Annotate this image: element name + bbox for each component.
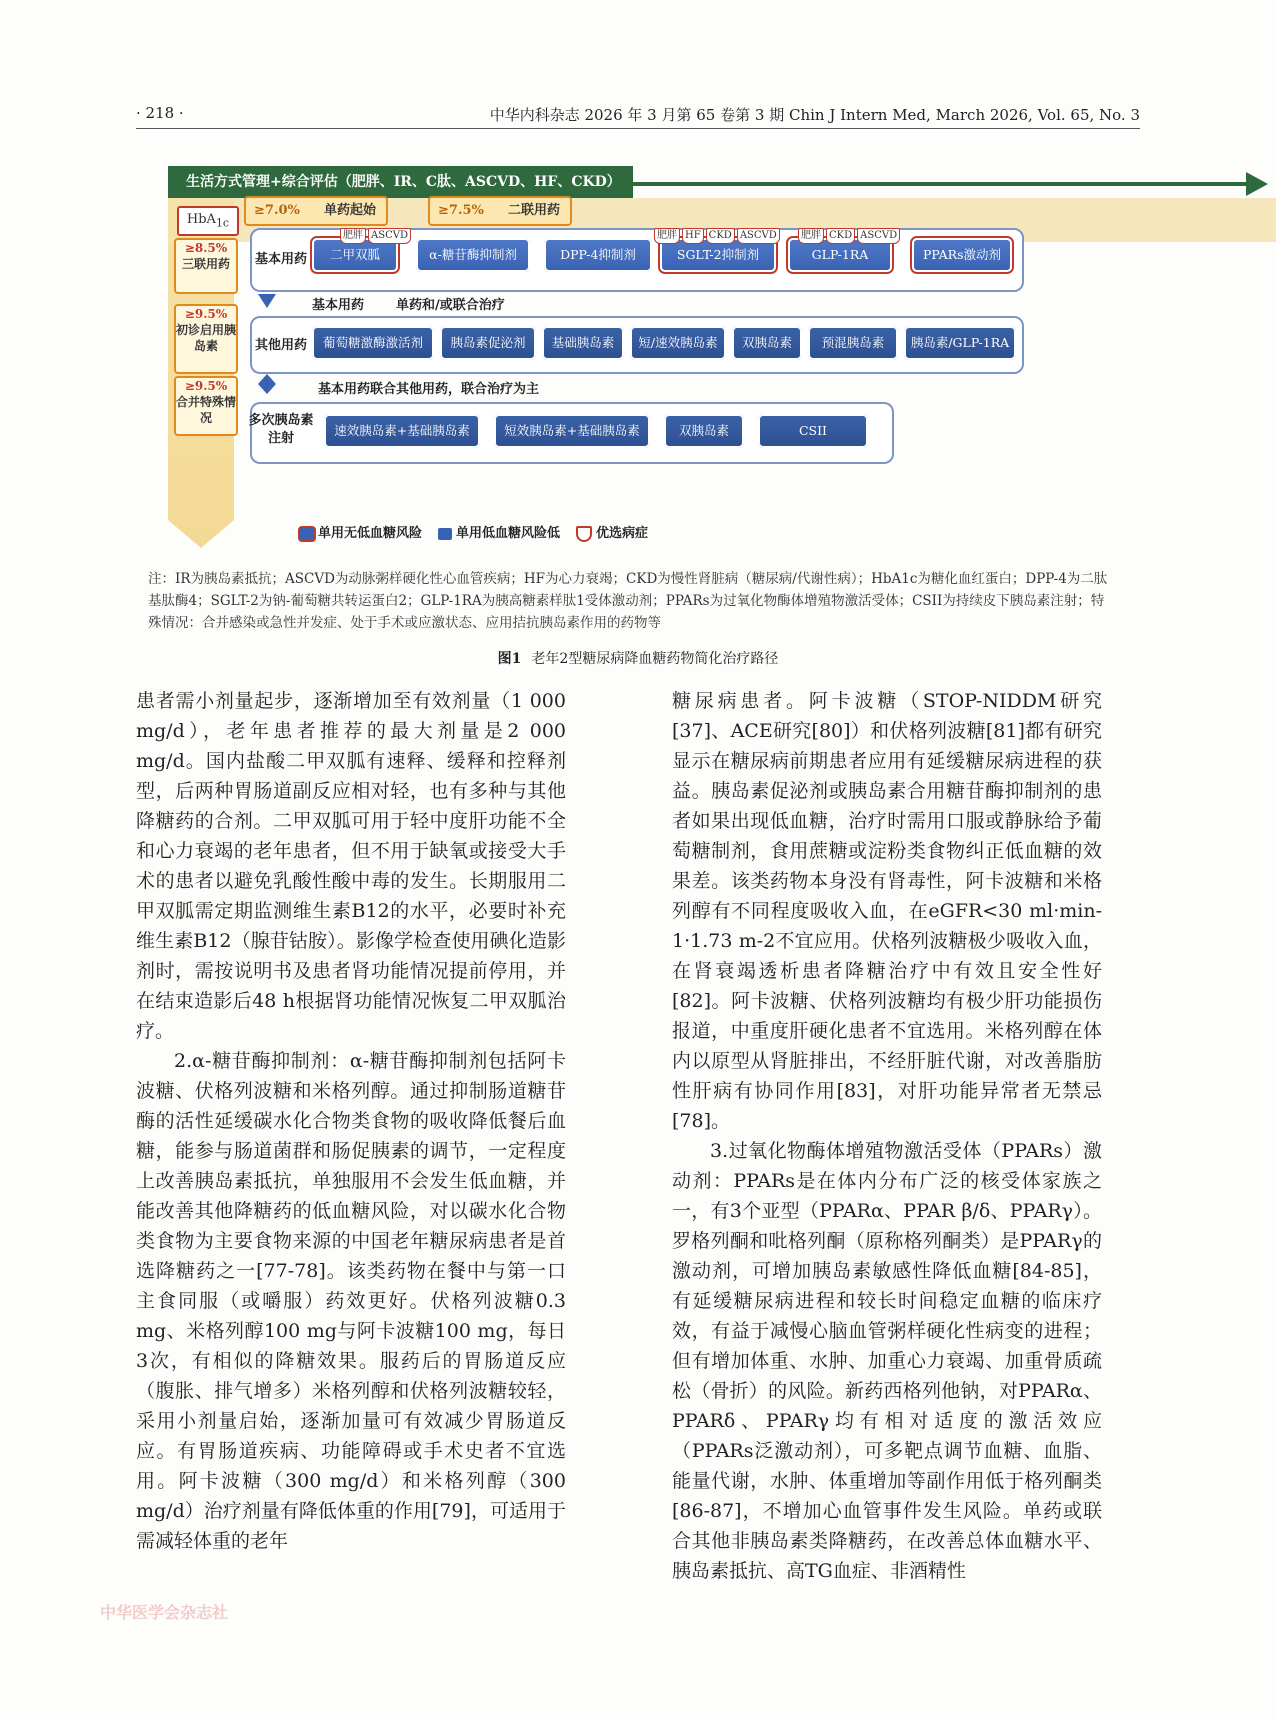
drug-gka: 葡萄糖激酶激活剂: [312, 326, 434, 360]
drug-short-basal: 短效胰岛素+基础胰岛素: [494, 414, 650, 448]
figure-legend: [300, 522, 648, 542]
drug-premixed-insulin: 预混胰岛素: [808, 326, 898, 360]
gap2-label: 基本用药联合其他用药，联合治疗为主: [318, 382, 540, 397]
tags-sglt2: 肥胖 HF CKD ASCVD: [654, 228, 780, 244]
drug-metformin: 二甲双胍: [312, 238, 398, 272]
paragraph: 2.α-糖苷酶抑制剂：α-糖苷酶抑制剂包括阿卡波糖、伏格列波糖和米格列醇。通过抑制肠道糖苷酶的活性延缓碳水化合物类食物的吸收降低餐后血糖，能参与肠道菌群和肠促胰素的调节，一定程度上改善胰岛素抵抗，单独服用不会发生低血糖，并能改善其他降糖药的低血糖风险，对以碳水化合物类食物为主要食物来源的中国老年糖尿病患者是首选降糖药之一[77-78]。该类药物在餐中与第一口主食同服（或嚼服）药效更好。伏格列波糖0.3 mg、米格列醇100 mg与阿卡波糖100 mg，每日3次，有相似的降糖效果。服药后的胃肠道反应（腹胀、排气增多）米格列醇和伏格列波糖较轻，采用小剂量启始，逐渐加量可有效减少胃肠道反应。有胃肠道疾病、功能障碍或手术史者不宜选用。阿卡波糖（300 mg/d）和米格列醇（300 mg/d）治疗剂量有降低体重的作用[79]，可适用于需减轻体重的老年: [136, 1050, 566, 1552]
page-number: · 218 ·: [136, 104, 184, 122]
figure-caption: 图1 老年2型糖尿病降血糖药物简化治疗路径: [497, 651, 779, 667]
drug-rapid-basal: 速效胰岛素+基础胰岛素: [324, 414, 480, 448]
drug-dual-insulin-2: 双胰岛素: [664, 414, 744, 448]
legend-swatch-blue: [438, 528, 452, 540]
tags-glp1: 肥胖 CKD ASCVD: [798, 228, 900, 244]
lifestyle-bar: 生活方式管理+综合评估（肥胖、IR、C肽、ASCVD、HF、CKD）: [168, 166, 633, 198]
arrow-up-icon: [258, 374, 276, 384]
legend-item-low-risk: 单用低血糖风险低: [438, 522, 560, 541]
paragraph: 3.过氧化物酶体增殖物激活受体（PPARs）激动剂：PPARs是在体内分布广泛的核受体家族之一，有3个亚型（PPARα、PPAR β/δ、PPARγ）。罗格列酮和吡格列酮（原称格列酮类）是PPARγ的激动剂，可增加胰岛素敏感性降低血糖[84-85]，有延缓糖尿病进程和较长时间稳定血糖的临床疗效，有益于减慢心脑血管粥样硬化性病变的进程；但有增加体重、水肿、加重心力衰竭、加重骨质疏松（骨折）的风险。新药西格列他钠，对PPARα、PPARδ、PPARγ均有相对适度的激活效应（PPARs泛激动剂），可多靶点调节血糖、血脂、能量代谢，水肿、体重增加等副作用低于格列酮类[86-87]，不增加心血管事件发生风险。单药或联合其他非胰岛素类降糖药，在改善总体血糖水平、胰岛素抵抗、高TG血症、非酒精性: [672, 1140, 1102, 1582]
drug-dual-insulin: 双胰岛素: [732, 326, 802, 360]
drug-agi: α-糖苷酶抑制剂: [416, 238, 530, 272]
treatment-pathway-figure: [160, 166, 1130, 552]
drug-rapid-insulin: 短/速效胰岛素: [630, 326, 726, 360]
arrow-down-icon: [258, 384, 276, 394]
arrow-down-icon: [258, 294, 276, 308]
legend-swatch-red: [300, 528, 314, 540]
drug-insulin-glp1: 胰岛素/GLP-1RA: [904, 326, 1016, 360]
drug-ppar: PPARs激动剂: [912, 238, 1012, 272]
drug-csii: CSII: [758, 414, 868, 448]
paragraph: 糖尿病患者。阿卡波糖（STOP-NIDDM研究[37]、ACE研究[80]）和伏格列波糖[81]都有研究显示在糖尿病前期患者应用有延缓糖尿病进程的获益。胰岛素促泌剂或胰岛素合用糖苷酶抑制剂的患者如果出现低血糖，治疗时需用口服或静脉给予葡萄糖制剂，食用蔗糖或淀粉类食物纠正低血糖的效果差。该类药物本身没有肾毒性，阿卡波糖和米格列醇有不同程度吸收入血，在eGFR<30 ml·min-1·1.73 m-2不宜应用。伏格列波糖极少吸收入血，在肾衰竭透析患者降糖治疗中有效且安全性好[82]。阿卡波糖、伏格列波糖均有极少肝功能损伤报道，中重度肝硬化患者不宜选用。米格列醇在体内以原型从肾脏排出，不经肝脏代谢，对改善脂肪性肝病有协同作用[83]，对肝功能异常者无禁忌[78]。: [672, 690, 1102, 1132]
drug-glp1: GLP-1RA: [788, 238, 892, 272]
paragraph: 患者需小剂量起步，逐渐增加至有效剂量（1 000 mg/d），老年患者推荐的最大剂量是2 000 mg/d。国内盐酸二甲双胍有速释、缓释和控释剂型，后两种胃肠道副反应相对轻，也有多种与其他降糖药的合剂。二甲双胍可用于轻中度肝功能不全和心力衰竭的老年患者，但不用于缺氧或接受大手术的患者以避免乳酸性酸中毒的发生。长期服用二甲双胍需定期监测维生素B12的水平，必要时补充维生素B12（腺苷钴胺）。影像学检查使用碘化造影剂时，需按说明书及患者肾功能情况提前停用，并在结束造影后48 h根据肾功能情况恢复二甲双胍治疗。: [136, 690, 566, 1042]
right-column: [672, 686, 1102, 1586]
drug-sglt2: SGLT-2抑制剂: [660, 238, 776, 272]
side-triple: ≥8.5% 三联用药: [174, 238, 238, 294]
drug-dpp4: DPP-4抑制剂: [544, 238, 652, 272]
multi-label: 多次胰岛素注射: [248, 413, 314, 446]
publisher-watermark: 中华医学会杂志社: [100, 1603, 229, 1622]
drug-secretagogue: 胰岛素促泌剂: [440, 326, 536, 360]
hba1c-label: HbA$_{1c}$: [177, 206, 239, 236]
basic-label: 基本用药: [254, 252, 307, 267]
stage-dual: ≥7.5% 二联用药: [428, 196, 572, 226]
header-rule: [136, 128, 1140, 129]
tags-metformin: 肥胖 ASCVD: [340, 228, 411, 244]
drug-basal-insulin: 基础胰岛素: [542, 326, 624, 360]
timeline-arrow: [630, 182, 1250, 186]
gap1-label-a: 基本用药: [312, 298, 365, 313]
side-special: ≥9.5% 合并特殊情况: [174, 376, 238, 436]
timeline-arrow-head: [1246, 172, 1268, 196]
figure-note: 注：IR为胰岛素抵抗；ASCVD为动脉粥样硬化性心血管疾病；HF为心力衰竭；CKD为慢性肾脏病（糖尿病/代谢性病）；HbA1c为糖化血红蛋白；DPP-4为二肽基肽酶4；SGLT-2为钠-葡萄糖共转运蛋白2；GLP-1RA为胰高糖素样肽1受体激动剂；PPARs为过氧化物酶体增殖物激活受体；CSII为持续皮下胰岛素注射；特殊情况：合并感染或急性并发症、处于手术或应激状态、应用拮抗胰岛素作用的药物等: [148, 571, 1108, 631]
other-label: 其他用药: [254, 338, 307, 353]
journal-info: 中华内科杂志 2026 年 3 月第 65 卷第 3 期 Chin J Intern Med, March 2026, Vol. 65, No. 3: [489, 106, 1140, 124]
stage-monotherapy: ≥7.0% 单药起始: [244, 196, 388, 226]
legend-item-preferred: 优选病症: [576, 522, 648, 542]
left-column: [136, 686, 566, 1556]
side-insulin-start: ≥9.5% 初诊启用胰岛素: [174, 304, 238, 374]
gap1-label-b: 单药和/或联合治疗: [396, 298, 505, 313]
running-header: [136, 104, 1140, 124]
legend-item-no-risk: 单用无低血糖风险: [300, 522, 422, 541]
shield-icon: [576, 526, 592, 542]
